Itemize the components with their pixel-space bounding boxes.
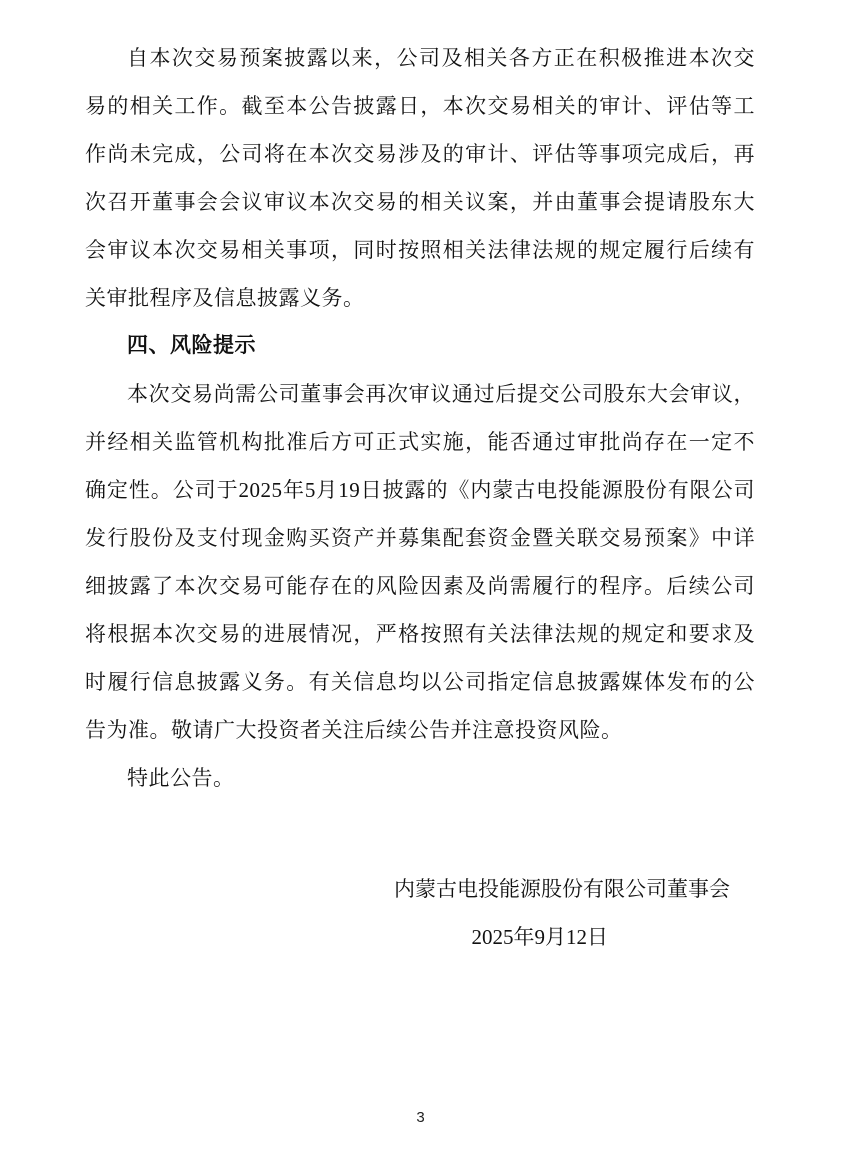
paragraph-line: 会审议本次交易相关事项，同时按照相关法律法规的规定履行后续有 bbox=[85, 238, 755, 262]
signature-date: 2025年9月12日 bbox=[471, 925, 608, 949]
paragraph-line: 自本次交易预案披露以来，公司及相关各方正在积极推进本次交 bbox=[127, 46, 755, 70]
paragraph-line: 发行股份及支付现金购买资产并募集配套资金暨关联交易预案》中详 bbox=[85, 526, 755, 550]
paragraph-line: 并经相关监管机构批准后方可正式实施，能否通过审批尚存在一定不 bbox=[85, 430, 755, 454]
paragraph-line: 次召开董事会会议审议本次交易的相关议案，并由董事会提请股东大 bbox=[85, 190, 755, 214]
paragraph-line: 告为准。敬请广大投资者关注后续公告并注意投资风险。 bbox=[85, 718, 623, 742]
paragraph-line: 作尚未完成，公司将在本次交易涉及的审计、评估等事项完成后，再 bbox=[85, 142, 755, 166]
paragraph-risk bbox=[85, 370, 755, 754]
paragraph-line: 确定性。公司于2025年5月19日披露的《内蒙古电投能源股份有限公司 bbox=[85, 478, 755, 502]
paragraph-progress bbox=[85, 34, 755, 322]
paragraph-line: 将根据本次交易的进展情况，严格按照有关法律法规的规定和要求及 bbox=[85, 622, 755, 646]
section-heading-risk-warning: 四、风险提示 bbox=[127, 334, 256, 357]
signature-company: 内蒙古电投能源股份有限公司董事会 bbox=[394, 877, 730, 901]
paragraph-line: 关审批程序及信息披露义务。 bbox=[85, 286, 365, 310]
paragraph-line: 时履行信息披露义务。有关信息均以公司指定信息披露媒体发布的公 bbox=[85, 670, 755, 694]
page-number: 3 bbox=[416, 1109, 425, 1126]
page-content bbox=[85, 34, 755, 961]
paragraph-line: 本次交易尚需公司董事会再次审议通过后提交公司股东大会审议， bbox=[127, 382, 755, 406]
paragraph-line: 易的相关工作。截至本公告披露日，本次交易相关的审计、评估等工 bbox=[85, 94, 755, 118]
closing-statement: 特此公告。 bbox=[127, 766, 235, 790]
signature-block bbox=[85, 865, 755, 961]
paragraph-line: 细披露了本次交易可能存在的风险因素及尚需履行的程序。后续公司 bbox=[85, 574, 755, 598]
